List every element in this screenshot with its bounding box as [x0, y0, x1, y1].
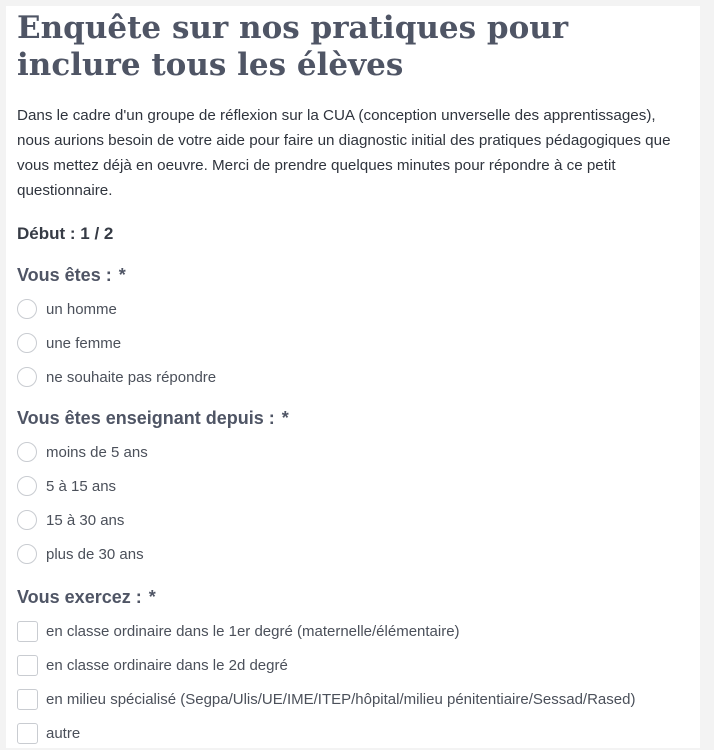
question-workplace: [17, 585, 690, 750]
question-label-text: Vous êtes enseignant depuis :: [17, 408, 275, 428]
option-une-femme[interactable]: [17, 326, 690, 360]
option-label: une femme: [46, 334, 122, 352]
option-label: en milieu spécialisé (Segpa/Ulis/UE/IME/ITEP/hôpital/milieu pénitentiaire/Sessad/Rased): [46, 690, 636, 708]
radio-button[interactable]: [17, 510, 37, 530]
option-label: ne souhaite pas répondre: [46, 368, 217, 386]
radio-button[interactable]: [17, 544, 37, 564]
radio-button[interactable]: [17, 367, 37, 387]
option-label: autre: [46, 724, 81, 742]
radio-button[interactable]: [17, 442, 37, 462]
option-plus-de-30-ans[interactable]: [17, 537, 690, 571]
option-label: en classe ordinaire dans le 1er degré (maternelle/élémentaire): [46, 622, 460, 640]
option-label: plus de 30 ans: [46, 545, 144, 563]
question-experience: [17, 406, 690, 571]
option-label: moins de 5 ans: [46, 443, 148, 461]
required-marker: *: [281, 408, 289, 428]
radio-button[interactable]: [17, 333, 37, 353]
page-indicator: Début : 1 / 2: [17, 224, 114, 243]
question-gender: [17, 263, 690, 394]
option-15-a-30-ans[interactable]: [17, 503, 690, 537]
checkbox[interactable]: [17, 723, 38, 744]
survey-card: [6, 6, 700, 748]
option-autre[interactable]: [17, 716, 690, 750]
question-label: [17, 263, 690, 287]
question-label-text: Vous êtes :: [17, 265, 112, 285]
option-label: 15 à 30 ans: [46, 511, 125, 529]
options-list: [17, 292, 690, 394]
checkbox[interactable]: [17, 621, 38, 642]
options-list: [17, 614, 690, 750]
required-marker: *: [148, 587, 156, 607]
question-label-text: Vous exercez :: [17, 587, 142, 607]
option-classe-ordinaire-2d-degre[interactable]: [17, 648, 690, 682]
radio-button[interactable]: [17, 476, 37, 496]
option-label: en classe ordinaire dans le 2d degré: [46, 656, 288, 674]
question-label: [17, 585, 690, 609]
question-label: [17, 406, 690, 430]
survey-title: Enquête sur nos pratiques pour inclure tous les élèves: [17, 10, 569, 83]
survey-intro: Dans le cadre d'un groupe de réflexion sur la CUA (conception unverselle des apprentissages), nous aurions besoin de votre aide pour faire un diagnostic initial des pratiques pédagogiques que vous mettez déjà en oeuvre. Merci de prendre quelques minutes pour répondre à ce petit questionnaire.: [17, 107, 671, 199]
option-classe-ordinaire-1er-degre[interactable]: [17, 614, 690, 648]
option-5-a-15-ans[interactable]: [17, 469, 690, 503]
checkbox[interactable]: [17, 689, 38, 710]
option-milieu-specialise[interactable]: [17, 682, 690, 716]
option-label: un homme: [46, 300, 117, 318]
checkbox[interactable]: [17, 655, 38, 676]
required-marker: *: [118, 265, 126, 285]
options-list: [17, 435, 690, 571]
option-moins-de-5-ans[interactable]: [17, 435, 690, 469]
option-un-homme[interactable]: [17, 292, 690, 326]
option-label: 5 à 15 ans: [46, 477, 117, 495]
radio-button[interactable]: [17, 299, 37, 319]
option-ne-souhaite-pas-repondre[interactable]: [17, 360, 690, 394]
